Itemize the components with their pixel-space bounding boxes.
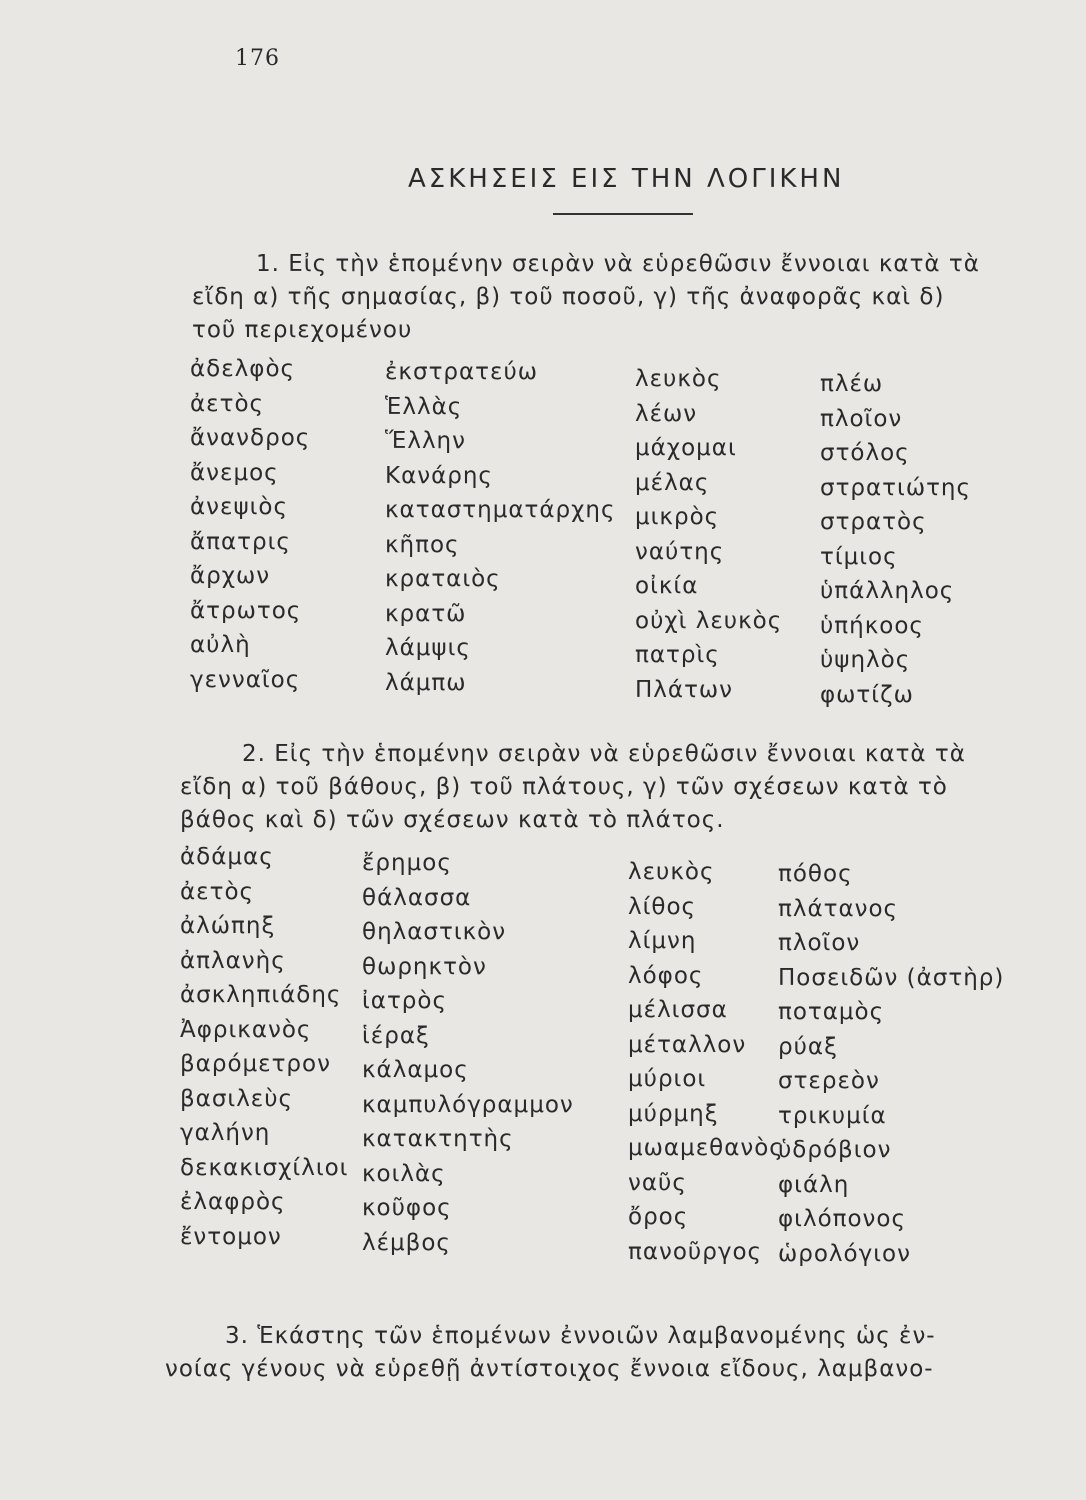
word: ἄνανδρος	[190, 425, 311, 451]
word: ὑδρόβιον	[778, 1137, 892, 1163]
word: κραταιὸς	[385, 566, 501, 592]
word: καταστηματάρχης	[385, 497, 616, 523]
word: βαρόμετρον	[180, 1051, 331, 1077]
word: θάλασσα	[362, 884, 472, 911]
word: ἄνεμος	[190, 459, 279, 486]
word: κατακτητὴς	[362, 1126, 514, 1152]
word: κοῦφος	[362, 1195, 452, 1221]
word: βασιλεὺς	[180, 1085, 294, 1112]
word: ναῦς	[628, 1169, 687, 1196]
word: Κανάρης	[385, 462, 493, 489]
word: φιάλη	[778, 1171, 850, 1198]
word: Πλάτων	[635, 676, 734, 703]
word: μάχομαι	[635, 435, 737, 461]
prompt-line: βάθος καὶ δ) τῶν σχέσεων κατὰ τὸ πλάτος.	[180, 807, 725, 833]
word: πλοῖον	[778, 930, 861, 956]
word: γενναῖος	[190, 666, 301, 693]
word: ἀσκληπιάδης	[180, 982, 342, 1008]
word: μωαμεθανὸς	[628, 1135, 784, 1161]
word: μικρὸς	[635, 504, 720, 530]
exercise-1-column-1	[190, 352, 310, 697]
word: ἱέραξ	[362, 1022, 430, 1049]
word: κοιλὰς	[362, 1160, 446, 1187]
word: θωρηκτὸν	[362, 953, 487, 980]
word: λέμβος	[362, 1229, 451, 1256]
word: στρατὸς	[820, 509, 927, 535]
word: ἀετὸς	[180, 878, 255, 905]
word: δεκακισχίλιοι	[180, 1154, 349, 1181]
word: ὄρος	[628, 1204, 689, 1230]
word: ρύαξ	[778, 1033, 838, 1060]
word: μέλισσα	[628, 997, 728, 1023]
word: καμπυλόγραμμον	[362, 1091, 574, 1118]
word: ἀνεψιὸς	[190, 494, 288, 520]
word: ἀδάμας	[180, 844, 274, 870]
exercise-1-column-4	[820, 367, 971, 712]
word: φιλόπονος	[778, 1206, 906, 1232]
word: ἐλαφρὸς	[180, 1189, 286, 1215]
word: κρατῶ	[385, 600, 467, 627]
word: ἔρημος	[362, 850, 452, 876]
word: στόλος	[820, 440, 910, 466]
word: τρικυμία	[778, 1102, 887, 1129]
word: πατρὶς	[635, 642, 720, 668]
word: ἄρχων	[190, 563, 271, 589]
word: ὡρολόγιον	[778, 1240, 911, 1267]
word: Ἑλλὰς	[385, 393, 463, 420]
exercise-3-prompt	[165, 1320, 1025, 1386]
word: μύρμηξ	[628, 1100, 719, 1127]
word: τίμιος	[820, 543, 898, 570]
word: ἀετὸς	[190, 390, 265, 417]
exercise-2-column-1	[180, 840, 348, 1254]
prompt-line: τοῦ περιεχομένου	[192, 317, 413, 343]
exercise-2-column-4	[778, 857, 1004, 1271]
word: ἀδελφὸς	[190, 356, 296, 382]
word: στερεὸν	[778, 1068, 880, 1094]
word: ἀπλανὴς	[180, 947, 286, 974]
prompt-line: 1. Εἰς τὴν ἑπομένην σειρὰν νὰ εὑρεθῶσιν ἔννοιαι κατὰ τὰ	[256, 251, 980, 277]
prompt-line: εἴδη α) τῆς σημασίας, β) τοῦ ποσοῦ, γ) τῆς ἀναφορᾶς καὶ δ)	[192, 284, 945, 310]
word: λέων	[635, 400, 698, 427]
exercise-1-column-2	[385, 355, 616, 700]
word: ἰατρὸς	[362, 988, 447, 1014]
word: ὑπάλληλος	[820, 578, 955, 604]
word: λόφος	[628, 962, 704, 989]
prompt-line: εἴδη α) τοῦ βάθους, β) τοῦ πλάτους, γ) τῶν σχέσεων κατὰ τὸ	[180, 774, 948, 800]
prompt-line: 2. Εἰς τὴν ἑπομένην σειρὰν νὰ εὑρεθῶσιν ἔννοιαι κατὰ τὰ	[242, 741, 966, 767]
word: μέλας	[635, 469, 710, 496]
word: πλοῖον	[820, 405, 903, 432]
title-underline	[553, 213, 693, 215]
word: πόθος	[778, 861, 853, 887]
exercise-2-column-3	[628, 855, 784, 1269]
page-title: ΑΣΚΗΣΕΙΣ ΕΙΣ ΤΗΝ ΛΟΓΙΚΗΝ	[408, 164, 845, 194]
word: ποταμὸς	[778, 999, 885, 1025]
word: Ἀφρικανὸς	[180, 1016, 312, 1043]
word: στρατιώτης	[820, 474, 971, 501]
word: ἀλώπηξ	[180, 913, 276, 939]
word: μέταλλον	[628, 1031, 747, 1058]
word: πλέω	[820, 371, 884, 397]
exercise-1-column-3	[635, 362, 782, 707]
exercise-1-prompt	[192, 248, 1052, 347]
word: γαλήνη	[180, 1120, 271, 1146]
word: λίμνη	[628, 928, 697, 954]
word: λευκὸς	[628, 859, 715, 885]
word: οἰκία	[635, 573, 699, 599]
word: μύριοι	[628, 1066, 707, 1092]
word: ναύτης	[635, 538, 725, 565]
word: λάμψις	[385, 635, 471, 661]
word: φωτίζω	[820, 681, 914, 708]
word: πανοῦργος	[628, 1238, 763, 1265]
word: ἄπατρις	[190, 528, 291, 555]
word: οὐχὶ λευκὸς	[635, 607, 783, 634]
word: ἐκστρατεύω	[385, 359, 539, 385]
word: αὐλὴ	[190, 632, 251, 658]
word: ἔντομον	[180, 1223, 282, 1250]
word: πλάτανος	[778, 895, 899, 922]
word: λευκὸς	[635, 366, 722, 392]
word: λίθος	[628, 893, 697, 920]
exercise-2-column-2	[362, 846, 574, 1260]
word: λάμπω	[385, 669, 467, 696]
page-number: 176	[235, 46, 280, 71]
prompt-line: νοίας γένους νὰ εὑρεθῇ ἀντίστοιχος ἔννοια εἴδους, λαμβανο-	[165, 1356, 934, 1382]
word: Ποσειδῶν (ἀστὴρ)	[778, 964, 1005, 991]
word: ὑπήκοος	[820, 612, 924, 639]
prompt-line: 3. Ἑκάστης τῶν ἑπομένων ἐννοιῶν λαμβανομένης ὡς ἐν-	[225, 1323, 936, 1349]
word: ὑψηλὸς	[820, 647, 911, 673]
word: θηλαστικὸν	[362, 919, 507, 945]
word: κάλαμος	[362, 1057, 469, 1083]
word: κῆπος	[385, 531, 460, 558]
word: ἄτρωτος	[190, 597, 302, 624]
word: Ἕλλην	[385, 428, 466, 454]
exercise-2-prompt	[180, 738, 1040, 837]
